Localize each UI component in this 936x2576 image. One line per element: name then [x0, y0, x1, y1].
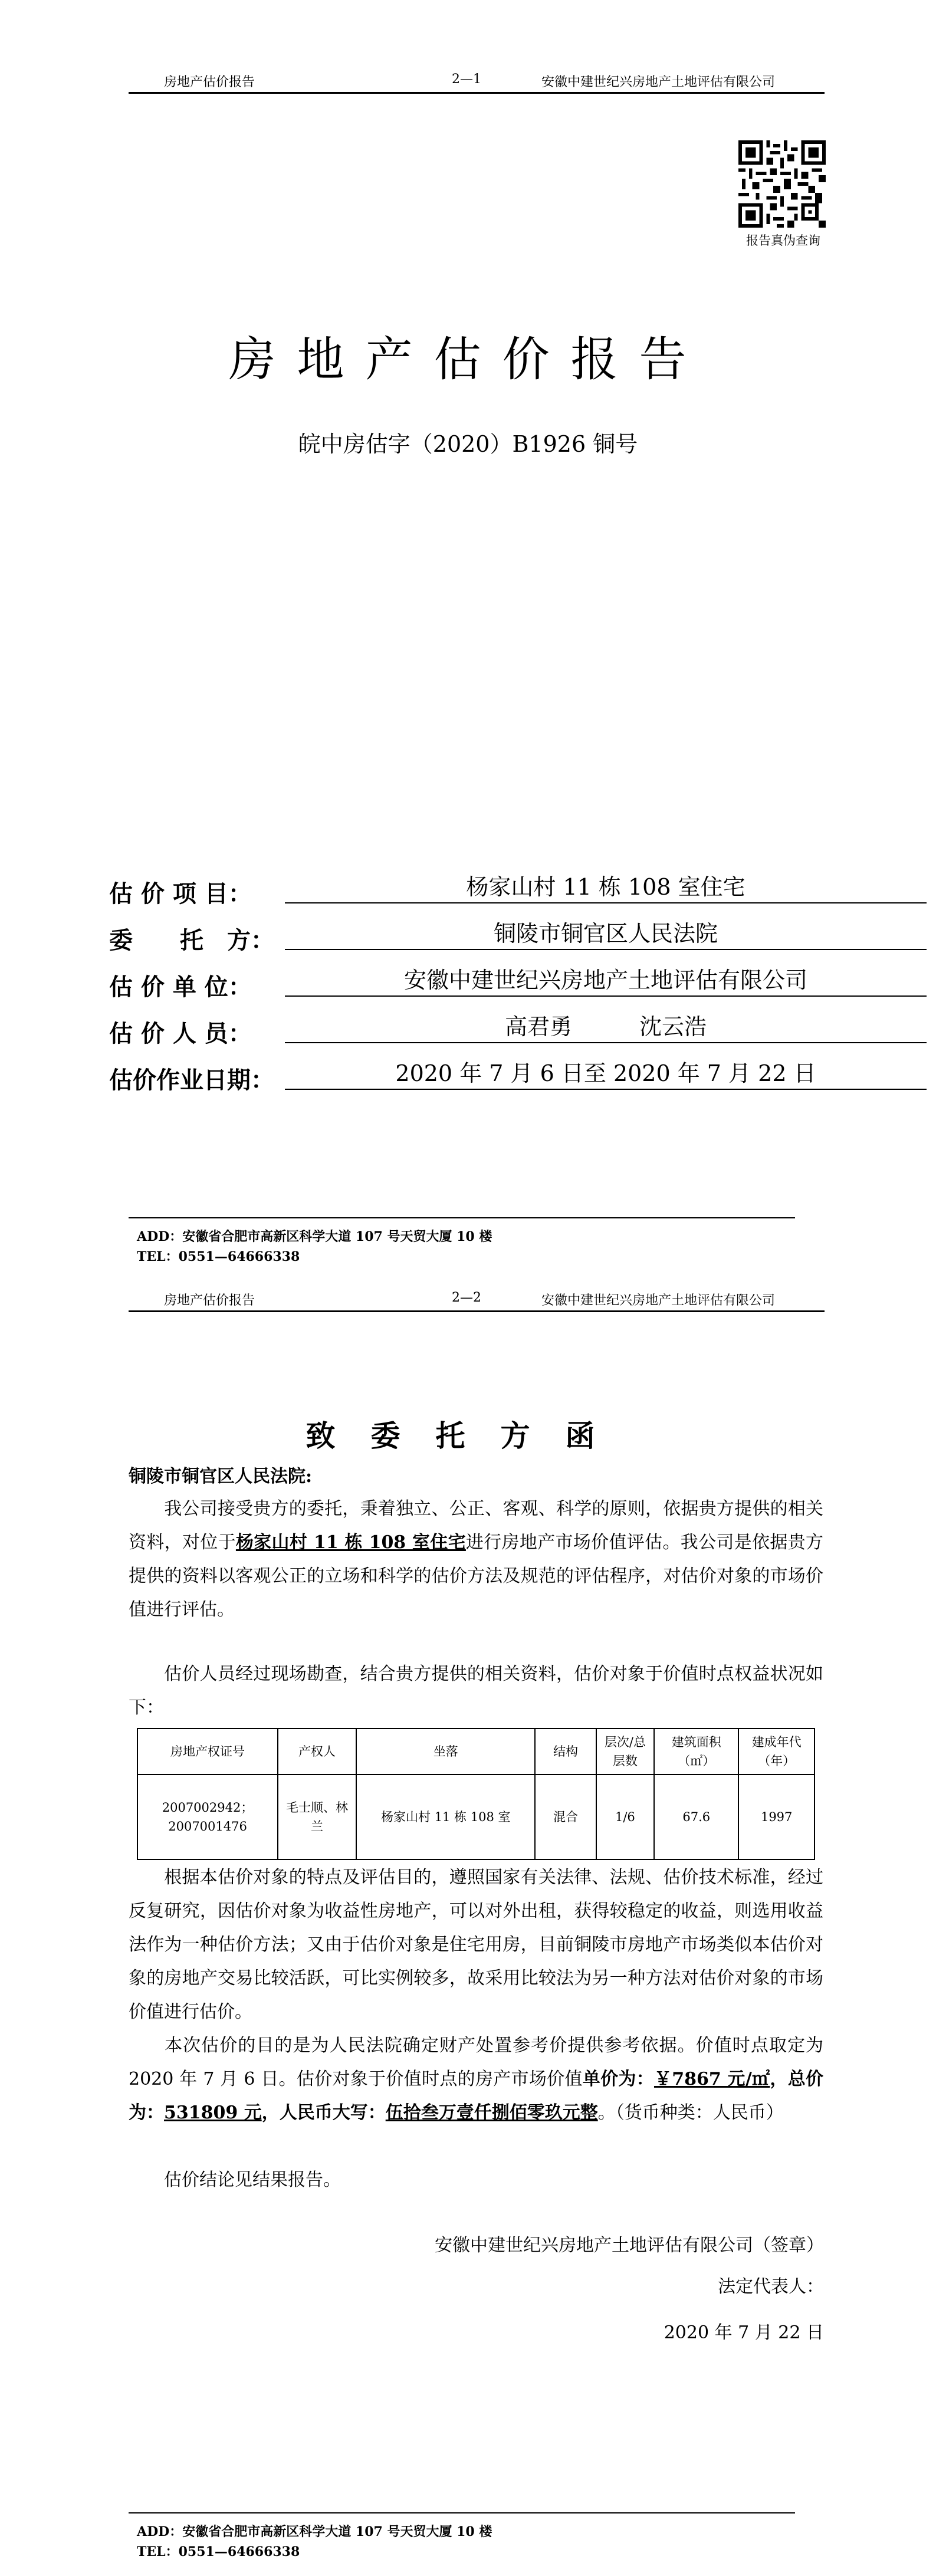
- table-header-row: [137, 1729, 815, 1775]
- header-left: 房地产估价报告: [164, 75, 255, 90]
- table-cell: 杨家山村 11 栋 108 室: [356, 1775, 535, 1859]
- header-page-number: 2—1: [452, 72, 481, 87]
- legal-representative: 法定代表人：: [718, 2276, 824, 2297]
- property-address: 杨家山村 11 栋 108 室住宅: [235, 1532, 466, 1553]
- table-header-cell: 房地产权证号: [137, 1729, 278, 1775]
- currency-note: 。（货币种类：人民币）: [597, 2102, 784, 2123]
- info-value: 杨家山村 11 栋 108 室住宅: [285, 872, 927, 903]
- info-label: 委 托 方：: [109, 926, 274, 954]
- header-page-number: 2—2: [452, 1290, 481, 1305]
- footer-address: ADD：安徽省合肥市高新区科学大道 107 号天贸大厦 10 楼: [137, 1229, 492, 1244]
- footer-address: ADD：安徽省合肥市高新区科学大道 107 号天贸大厦 10 楼: [137, 2524, 492, 2539]
- document-number: 皖中房估字（2020）B1926 铜号: [298, 431, 638, 457]
- table-cell: 1997: [738, 1775, 815, 1859]
- paragraph-1: [129, 1492, 823, 1627]
- table-header-cell: 结构: [535, 1729, 596, 1775]
- paragraph-5: [129, 2163, 823, 2197]
- p1-text-c: 进行房地产市场价值评估。我公司是依据贵方提供的资料以客观公正的立场和科学的估价方法及规范的评估程序，对估价对象的市场价值进行评估。: [129, 1532, 824, 1620]
- report-title: 房地产估价报告: [228, 332, 708, 387]
- footer-rule: [129, 2512, 795, 2513]
- table-cell: 2007002942；2007001476: [137, 1775, 278, 1859]
- footer-tel: TEL：0551—64666338: [137, 1249, 300, 1264]
- table-cell: 混合: [535, 1775, 596, 1859]
- table-cell: 毛士顺、林兰: [278, 1775, 356, 1859]
- unit-price-value: ￥7867 元/㎡: [653, 2069, 770, 2089]
- info-label: 估 价 人 员：: [109, 1020, 252, 1047]
- p4-text: 本次估价的目的是为人民法院确定财产处置参考价提供参考依据。价值时点取定为 2020 年 7 月 6 日。估价对象于价值时点的房产市场价值: [129, 2035, 823, 2089]
- table-cell: 67.6: [654, 1775, 738, 1859]
- paragraph-2: [129, 1657, 823, 1724]
- addressee: 铜陵市铜官区人民法院:: [129, 1466, 313, 1487]
- page-header: [129, 1284, 825, 1312]
- table-header-cell: 建成年代（年）: [738, 1729, 815, 1775]
- capital-amount-label: ，人民币大写：: [261, 2102, 386, 2123]
- qr-caption: 报告真伪查询: [746, 234, 820, 248]
- unit-price-label: 单价为：: [582, 2069, 654, 2089]
- table-cell: 1/6: [596, 1775, 655, 1859]
- header-left: 房地产估价报告: [164, 1293, 255, 1308]
- info-label: 估 价 项 目：: [109, 880, 252, 908]
- p1-text-a: 我公司接受贵方的委托，秉着独立、公正、客观、科学的原则，依据贵方提供的相关资料，对位于: [129, 1499, 823, 1553]
- paragraph-3: [129, 1861, 823, 2029]
- table-header-cell: 产权人: [278, 1729, 356, 1775]
- total-price-value: 531809 元: [164, 2102, 262, 2123]
- info-value: 铜陵市铜官区人民法院: [285, 918, 927, 950]
- p5-text: 估价结论见结果报告。: [164, 2170, 341, 2190]
- info-label: 估价作业日期：: [109, 1066, 274, 1094]
- capital-amount-value: 伍拾叁万壹仟捌佰零玖元整: [385, 2102, 598, 2123]
- info-value: 2020 年 7 月 6 日至 2020 年 7 月 22 日: [285, 1058, 927, 1090]
- total-price-label: ，总价为：: [129, 2069, 824, 2123]
- letter-date: 2020 年 7 月 22 日: [664, 2322, 824, 2343]
- table-header-cell: 层次/总层数: [596, 1729, 655, 1775]
- page-footer: [129, 2512, 795, 2562]
- info-label: 估 价 单 位：: [109, 973, 252, 1001]
- footer-tel: TEL：0551—64666338: [137, 2544, 300, 2559]
- table-header-cell: 坐落: [356, 1729, 535, 1775]
- table-header-cell: 建筑面积（㎡）: [654, 1729, 738, 1775]
- company-signature: 安徽中建世纪兴房地产土地评估有限公司（签章）: [435, 2235, 824, 2256]
- letter-title: 致委托方函: [306, 1418, 630, 1453]
- p3-text: 根据本估价对象的特点及评估目的，遵照国家有关法律、法规、估价技术标准，经过反复研究，因估价对象为收益性房地产，可以对外出租，获得较稳定的收益，则选用收益法作为一种估价方法；又由于估价对象是住宅用房，目前铜陵市房地产市场类似本估价对象的房地产交易比较活跃，可比实例较多，故采用比较法为另一种方法对估价对象的市场价值进行估价。: [129, 1867, 823, 2022]
- property-table: [137, 1728, 815, 1860]
- header-right: 安徽中建世纪兴房地产土地评估有限公司: [541, 1293, 776, 1308]
- paragraph-4: [129, 2029, 823, 2130]
- header-right: 安徽中建世纪兴房地产土地评估有限公司: [541, 75, 776, 90]
- p2-text: 估价人员经过现场勘查，结合贵方提供的相关资料，估价对象于价值时点权益状况如下：: [129, 1664, 823, 1718]
- info-value: 高君勇 沈云浩: [285, 1011, 927, 1043]
- info-value: 安徽中建世纪兴房地产土地评估有限公司: [285, 965, 927, 997]
- table-row: [137, 1775, 815, 1859]
